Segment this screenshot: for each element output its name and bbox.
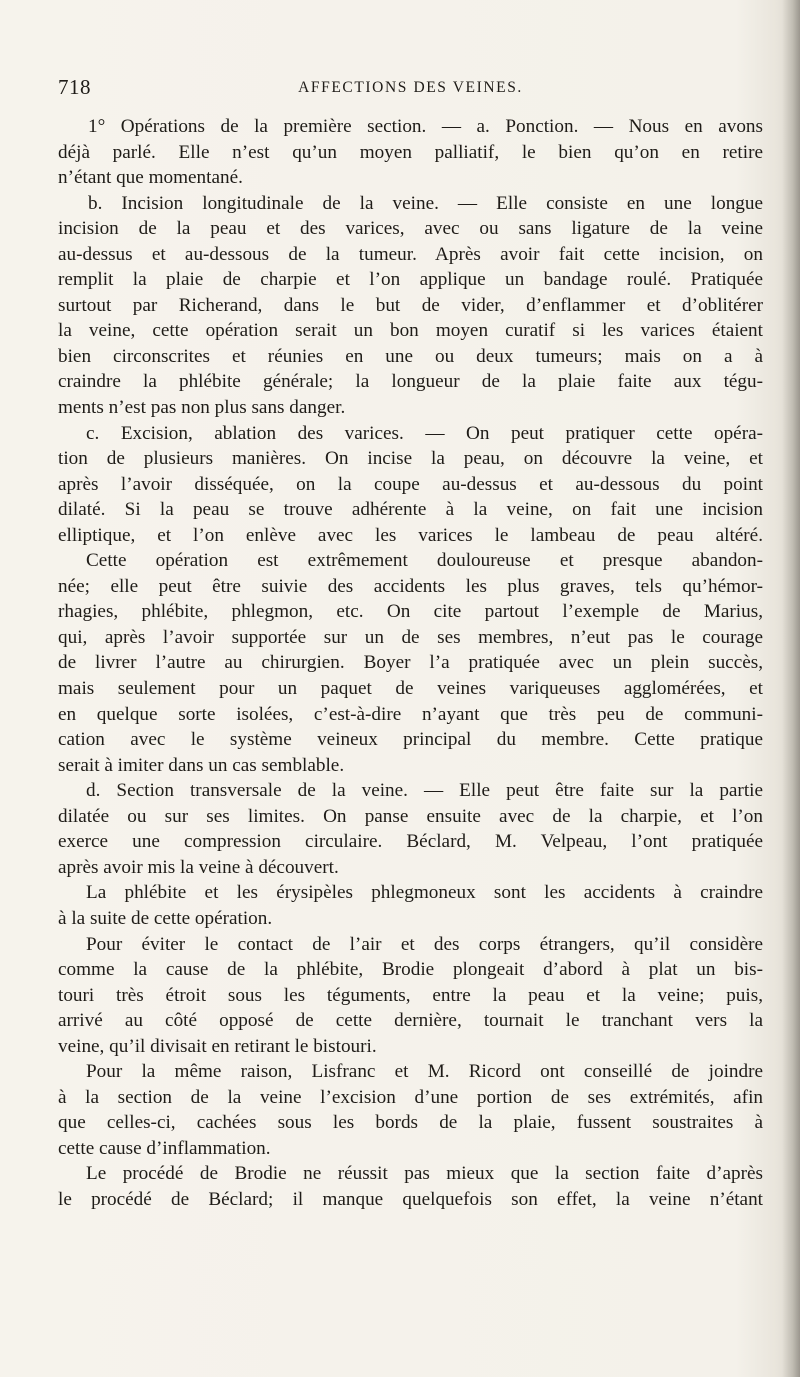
text-line: que celles-ci, cachées sous les bords de la plaie, fussent soustraites à [58,1112,763,1134]
text-line: 1° Opérations de la première section. — a. Ponction. — Nous en avons [88,116,763,137]
text-line: veine, qu’il divisait en retirant le bistouri. [58,1035,377,1057]
text-line: surtout par Richerand, dans le but de vider, d’enflammer et d’oblitérer [58,294,763,316]
text-line: Cette opération est extrêmement douloureuse et presque abandon- [86,550,763,572]
text-line: née; elle peut être suivie des accidents les plus graves, tels qu’hémor- [58,575,763,597]
page-number: 718 [58,75,91,99]
text-line: ments n’est pas non plus sans danger. [58,397,346,419]
text-line: touri très étroit sous les téguments, entre la peau et la veine; puis, [58,984,763,1006]
body-text [58,114,763,1213]
text-line: Pour éviter le contact de l’air et des corps étrangers, qu’il considère [86,933,763,955]
text-line: déjà parlé. Elle n’est qu’un moyen palliatif, le bien qu’on en retire [58,141,763,163]
text-line: cation avec le système veineux principal du membre. Cette pratique [58,729,763,751]
text-line: comme la cause de la phlébite, Brodie plongeait d’abord à plat un bis- [58,959,763,981]
text-line: elliptique, et l’on enlève avec les varices le lambeau de peau altéré. [58,524,763,546]
text-line: c. Excision, ablation des varices. — On peut pratiquer cette opéra- [86,422,763,444]
text-line: bien circonscrites et réunies en une ou deux tumeurs; mais on a à [58,345,763,367]
text-line: à la suite de cette opération. [58,907,273,929]
text-line: rhagies, phlébite, phlegmon, etc. On cite partout l’exemple de Marius, [58,601,763,623]
text-line: Pour la même raison, Lisfranc et M. Ricord ont conseillé de joindre [86,1061,763,1083]
text-line: qui, après l’avoir supportée sur un de ses membres, n’eut pas le courage [58,626,763,648]
text-line: tion de plusieurs manières. On incise la peau, on découvre la veine, et [58,448,763,470]
text-line: au-dessus et au-dessous de la tumeur. Après avoir fait cette incision, on [58,243,763,265]
text-line: après avoir mis la veine à découvert. [58,856,339,878]
text-line: dilaté. Si la peau se trouve adhérente à la veine, on fait une incision [58,499,763,521]
text-line: d. Section transversale de la veine. — Elle peut être faite sur la partie [86,780,763,802]
text-line: le procédé de Béclard; il manque quelquefois son effet, la veine n’étant [58,1188,763,1210]
text-line: craindre la phlébite générale; la longueur de la plaie faite aux tégu- [58,371,763,393]
text-line: La phlébite et les érysipèles phlegmoneux sont les accidents à craindre [86,882,763,904]
text-line: n’étant que momentané. [58,167,243,189]
text-line: incision de la peau et des varices, avec ou sans ligature de la veine [58,218,763,240]
text-line: mais seulement pour un paquet de veines variqueuses agglomérées, et [58,678,763,700]
text-line: Le procédé de Brodie ne réussit pas mieux que la section faite d’après [86,1163,763,1185]
text-line: cette cause d’inflammation. [58,1137,271,1159]
text-line: après l’avoir disséquée, on la coupe au-dessus et au-dessous du point [58,473,763,495]
text-line: en quelque sorte isolées, c’est-à-dire n’ayant que très peu de communi- [58,703,763,725]
text-line: b. Incision longitudinale de la veine. — Elle consiste en une longue [88,192,763,214]
text-line: à la section de la veine l’excision d’une portion de ses extrémités, afin [58,1086,763,1108]
running-head: AFFECTIONS DES VEINES. [298,79,523,96]
text-line: dilatée ou sur ses limites. On panse ensuite avec de la charpie, et l’on [58,805,763,827]
page-edge-shadow [782,0,800,1377]
text-line: serait à imiter dans un cas semblable. [58,754,345,776]
text-line: arrivé au côté opposé de cette dernière, tournait le tranchant vers la [58,1010,763,1032]
text-line: de livrer l’autre au chirurgien. Boyer l’a pratiquée avec un plein succès, [58,652,763,674]
text-line: exerce une compression circulaire. Béclard, M. Velpeau, l’ont pratiquée [58,831,763,853]
page-header [58,75,763,105]
text-line: remplit la plaie de charpie et l’on applique un bandage roulé. Pratiquée [58,269,763,291]
text-line: la veine, cette opération serait un bon moyen curatif si les varices étaient [58,320,763,342]
